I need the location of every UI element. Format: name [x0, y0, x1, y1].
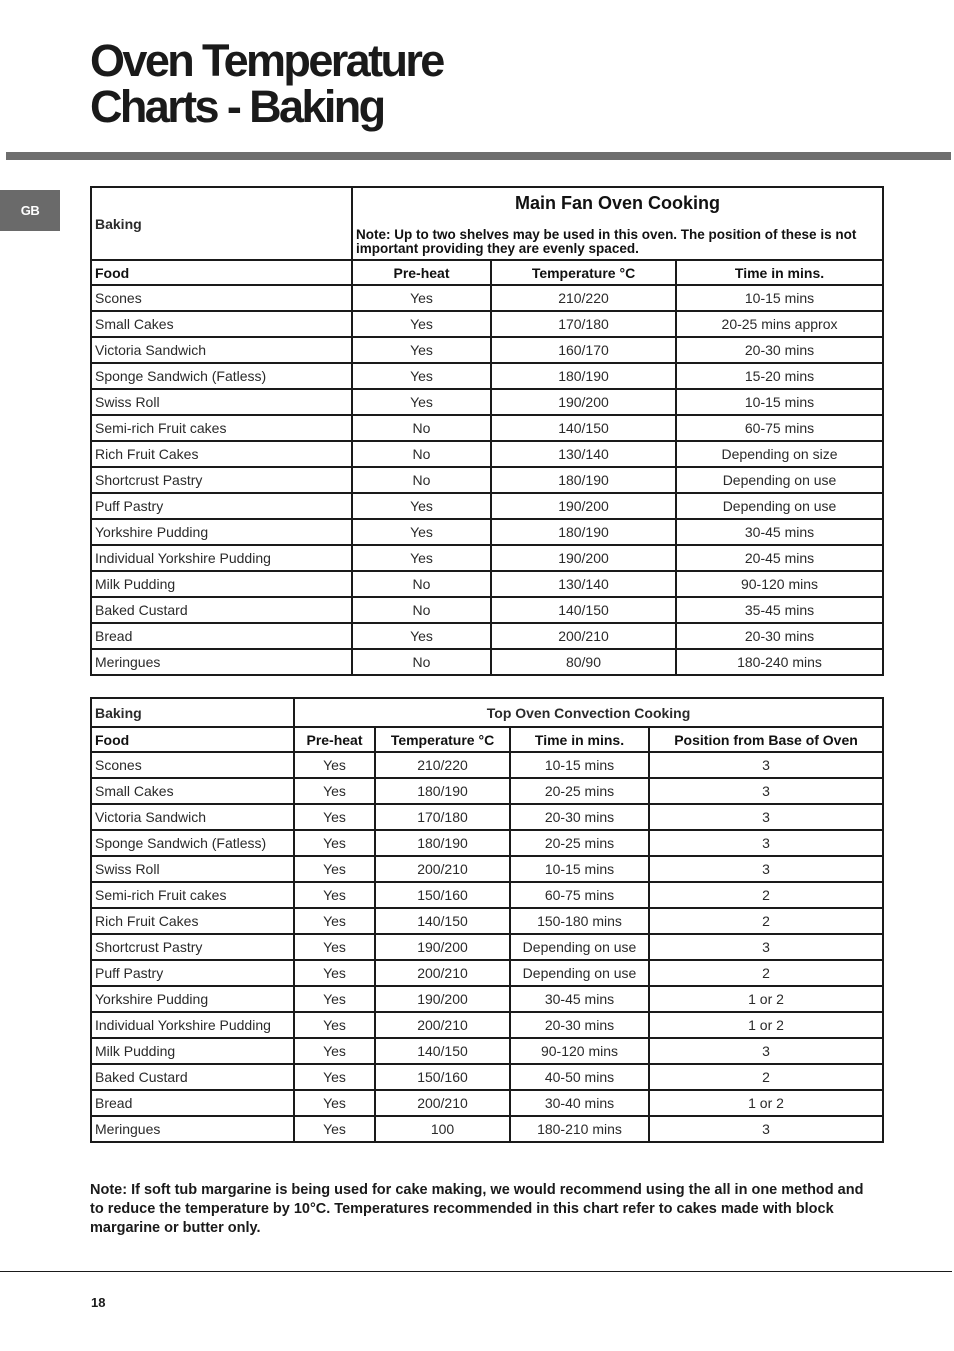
- table-row: [91, 856, 883, 882]
- preheat-cell: Yes: [352, 493, 491, 519]
- food-cell: Small Cakes: [91, 778, 294, 804]
- time-cell: Depending on use: [510, 960, 649, 986]
- position-cell: 1 or 2: [649, 1090, 883, 1116]
- table-row: [91, 389, 883, 415]
- temperature-cell: 160/170: [491, 337, 676, 363]
- convection-header-food: Food: [91, 727, 294, 752]
- table-row: [91, 1038, 883, 1064]
- position-cell: 3: [649, 856, 883, 882]
- food-cell: Individual Yorkshire Pudding: [91, 1012, 294, 1038]
- preheat-cell: Yes: [294, 934, 375, 960]
- position-cell: 1 or 2: [649, 1012, 883, 1038]
- preheat-cell: Yes: [294, 778, 375, 804]
- fan-table-title-cell: [352, 187, 883, 260]
- position-cell: 3: [649, 778, 883, 804]
- preheat-cell: Yes: [294, 1038, 375, 1064]
- table-row: [91, 467, 883, 493]
- preheat-cell: No: [352, 415, 491, 441]
- table-row: [91, 1090, 883, 1116]
- temperature-cell: 210/220: [375, 752, 510, 778]
- food-cell: Shortcrust Pastry: [91, 934, 294, 960]
- fan-table-label: Baking: [91, 187, 352, 260]
- position-cell: 3: [649, 804, 883, 830]
- fan-header-temperature: Temperature °C: [491, 260, 676, 285]
- time-cell: 30-45 mins: [510, 986, 649, 1012]
- food-cell: Sponge Sandwich (Fatless): [91, 830, 294, 856]
- time-cell: 20-30 mins: [676, 337, 883, 363]
- position-cell: 3: [649, 1038, 883, 1064]
- preheat-cell: Yes: [294, 1090, 375, 1116]
- preheat-cell: Yes: [352, 363, 491, 389]
- time-cell: 90-120 mins: [510, 1038, 649, 1064]
- food-cell: Meringues: [91, 1116, 294, 1142]
- time-cell: 20-45 mins: [676, 545, 883, 571]
- language-tab: GB: [0, 190, 60, 231]
- fan-header-food: Food: [91, 260, 352, 285]
- food-cell: Rich Fruit Cakes: [91, 441, 352, 467]
- time-cell: Depending on use: [676, 467, 883, 493]
- food-cell: Scones: [91, 752, 294, 778]
- time-cell: 180-240 mins: [676, 649, 883, 675]
- time-cell: 60-75 mins: [676, 415, 883, 441]
- table-row: [91, 1116, 883, 1142]
- time-cell: 10-15 mins: [510, 856, 649, 882]
- temperature-cell: 80/90: [491, 649, 676, 675]
- time-cell: 20-25 mins: [510, 830, 649, 856]
- table-row: [91, 752, 883, 778]
- preheat-cell: Yes: [294, 1116, 375, 1142]
- preheat-cell: Yes: [294, 804, 375, 830]
- table-row: [91, 1012, 883, 1038]
- food-cell: Semi-rich Fruit cakes: [91, 415, 352, 441]
- preheat-cell: Yes: [352, 311, 491, 337]
- fan-table-title: Main Fan Oven Cooking: [515, 193, 721, 213]
- food-cell: Swiss Roll: [91, 389, 352, 415]
- table-row: [91, 649, 883, 675]
- time-cell: Depending on size: [676, 441, 883, 467]
- table-row: [91, 363, 883, 389]
- food-cell: Scones: [91, 285, 352, 311]
- table-row: [91, 1064, 883, 1090]
- temperature-cell: 140/150: [491, 415, 676, 441]
- temperature-cell: 210/220: [491, 285, 676, 311]
- temperature-cell: 170/180: [375, 804, 510, 830]
- food-cell: Victoria Sandwich: [91, 337, 352, 363]
- convection-table-title: Top Oven Convection Cooking: [294, 698, 883, 727]
- position-cell: 2: [649, 882, 883, 908]
- header-divider: [6, 152, 951, 160]
- time-cell: 180-210 mins: [510, 1116, 649, 1142]
- temperature-cell: 200/210: [375, 856, 510, 882]
- time-cell: 10-15 mins: [676, 285, 883, 311]
- food-cell: Small Cakes: [91, 311, 352, 337]
- temperature-cell: 140/150: [375, 1038, 510, 1064]
- temperature-cell: 180/190: [375, 830, 510, 856]
- preheat-cell: Yes: [294, 908, 375, 934]
- food-cell: Milk Pudding: [91, 571, 352, 597]
- table-row: [91, 778, 883, 804]
- food-cell: Puff Pastry: [91, 493, 352, 519]
- page-title: [90, 35, 443, 132]
- preheat-cell: No: [352, 571, 491, 597]
- table-row: [91, 493, 883, 519]
- temperature-cell: 200/210: [375, 960, 510, 986]
- temperature-cell: 200/210: [375, 1090, 510, 1116]
- time-cell: 20-30 mins: [510, 1012, 649, 1038]
- convection-header-temperature: Temperature °C: [375, 727, 510, 752]
- table-row: [91, 623, 883, 649]
- preheat-cell: Yes: [352, 519, 491, 545]
- temperature-cell: 140/150: [491, 597, 676, 623]
- temperature-cell: 150/160: [375, 882, 510, 908]
- position-cell: 2: [649, 960, 883, 986]
- fan-header-time: Time in mins.: [676, 260, 883, 285]
- temperature-cell: 190/200: [491, 545, 676, 571]
- temperature-cell: 180/190: [375, 778, 510, 804]
- table-row: [91, 441, 883, 467]
- preheat-cell: Yes: [294, 960, 375, 986]
- table-row: [91, 571, 883, 597]
- temperature-cell: 180/190: [491, 363, 676, 389]
- food-cell: Yorkshire Pudding: [91, 986, 294, 1012]
- footer-divider: [0, 1271, 952, 1272]
- fan-table-header-row: [91, 260, 883, 285]
- preheat-cell: Yes: [352, 285, 491, 311]
- food-cell: Puff Pastry: [91, 960, 294, 986]
- temperature-cell: 100: [375, 1116, 510, 1142]
- table-row: [91, 908, 883, 934]
- time-cell: 20-30 mins: [510, 804, 649, 830]
- position-cell: 2: [649, 908, 883, 934]
- table-row: [91, 830, 883, 856]
- preheat-cell: Yes: [352, 389, 491, 415]
- page-title-line-2: Charts - Baking: [90, 81, 384, 132]
- table-row: [91, 960, 883, 986]
- fan-header-preheat: Pre-heat: [352, 260, 491, 285]
- food-cell: Bread: [91, 1090, 294, 1116]
- preheat-cell: No: [352, 441, 491, 467]
- food-cell: Baked Custard: [91, 597, 352, 623]
- fan-table-body: [91, 285, 883, 675]
- preheat-cell: Yes: [352, 545, 491, 571]
- time-cell: Depending on use: [510, 934, 649, 960]
- temperature-cell: 170/180: [491, 311, 676, 337]
- temperature-cell: 180/190: [491, 519, 676, 545]
- table-row: [91, 804, 883, 830]
- food-cell: Victoria Sandwich: [91, 804, 294, 830]
- main-fan-oven-table: [90, 186, 884, 676]
- margarine-footnote: Note: If soft tub margarine is being used for cake making, we would recommend using the all in one method and to reduce the temperature by 10°C. Temperatures recommended in this chart refer to cakes made with block margarine or butter only.: [90, 1182, 864, 1236]
- temperature-cell: 140/150: [375, 908, 510, 934]
- time-cell: 10-15 mins: [676, 389, 883, 415]
- time-cell: 30-45 mins: [676, 519, 883, 545]
- time-cell: 150-180 mins: [510, 908, 649, 934]
- preheat-cell: Yes: [294, 1064, 375, 1090]
- time-cell: 90-120 mins: [676, 571, 883, 597]
- food-cell: Meringues: [91, 649, 352, 675]
- table-row: [91, 545, 883, 571]
- top-oven-convection-table: [90, 697, 884, 1143]
- preheat-cell: No: [352, 467, 491, 493]
- position-cell: 3: [649, 1116, 883, 1142]
- preheat-cell: Yes: [294, 986, 375, 1012]
- convection-table-label: Baking: [91, 698, 294, 727]
- preheat-cell: Yes: [294, 752, 375, 778]
- food-cell: Baked Custard: [91, 1064, 294, 1090]
- food-cell: Sponge Sandwich (Fatless): [91, 363, 352, 389]
- table-row: [91, 415, 883, 441]
- food-cell: Individual Yorkshire Pudding: [91, 545, 352, 571]
- preheat-cell: Yes: [294, 856, 375, 882]
- food-cell: Shortcrust Pastry: [91, 467, 352, 493]
- preheat-cell: Yes: [294, 830, 375, 856]
- table-row: [91, 934, 883, 960]
- convection-header-preheat: Pre-heat: [294, 727, 375, 752]
- temperature-cell: 190/200: [491, 389, 676, 415]
- time-cell: 20-25 mins: [510, 778, 649, 804]
- page-title-line-1: Oven Temperature: [90, 35, 443, 86]
- time-cell: Depending on use: [676, 493, 883, 519]
- fan-table-note: Note: Up to two shelves may be used in this oven. The position of these is not important providing they are evenly spaced.: [356, 227, 857, 256]
- temperature-cell: 130/140: [491, 571, 676, 597]
- convection-table-header-row: [91, 727, 883, 752]
- convection-header-position: Position from Base of Oven: [649, 727, 883, 752]
- preheat-cell: Yes: [352, 623, 491, 649]
- convection-header-time: Time in mins.: [510, 727, 649, 752]
- temperature-cell: 130/140: [491, 441, 676, 467]
- time-cell: 10-15 mins: [510, 752, 649, 778]
- time-cell: 30-40 mins: [510, 1090, 649, 1116]
- food-cell: Semi-rich Fruit cakes: [91, 882, 294, 908]
- preheat-cell: No: [352, 649, 491, 675]
- page-number: 18: [91, 1295, 106, 1310]
- food-cell: Bread: [91, 623, 352, 649]
- table-row: [91, 597, 883, 623]
- position-cell: 3: [649, 934, 883, 960]
- food-cell: Swiss Roll: [91, 856, 294, 882]
- temperature-cell: 200/210: [375, 1012, 510, 1038]
- time-cell: 15-20 mins: [676, 363, 883, 389]
- table-row: [91, 337, 883, 363]
- table-row: [91, 519, 883, 545]
- time-cell: 40-50 mins: [510, 1064, 649, 1090]
- food-cell: Rich Fruit Cakes: [91, 908, 294, 934]
- convection-table-body: [91, 752, 883, 1142]
- temperature-cell: 190/200: [375, 934, 510, 960]
- table-row: [91, 986, 883, 1012]
- temperature-cell: 200/210: [491, 623, 676, 649]
- position-cell: 1 or 2: [649, 986, 883, 1012]
- temperature-cell: 180/190: [491, 467, 676, 493]
- position-cell: 3: [649, 752, 883, 778]
- preheat-cell: No: [352, 597, 491, 623]
- table-row: [91, 285, 883, 311]
- time-cell: 60-75 mins: [510, 882, 649, 908]
- temperature-cell: 190/200: [375, 986, 510, 1012]
- food-cell: Milk Pudding: [91, 1038, 294, 1064]
- time-cell: 20-25 mins approx: [676, 311, 883, 337]
- time-cell: 35-45 mins: [676, 597, 883, 623]
- food-cell: Yorkshire Pudding: [91, 519, 352, 545]
- preheat-cell: Yes: [352, 337, 491, 363]
- preheat-cell: Yes: [294, 1012, 375, 1038]
- position-cell: 3: [649, 830, 883, 856]
- time-cell: 20-30 mins: [676, 623, 883, 649]
- temperature-cell: 150/160: [375, 1064, 510, 1090]
- position-cell: 2: [649, 1064, 883, 1090]
- table-row: [91, 311, 883, 337]
- preheat-cell: Yes: [294, 882, 375, 908]
- temperature-cell: 190/200: [491, 493, 676, 519]
- table-row: [91, 882, 883, 908]
